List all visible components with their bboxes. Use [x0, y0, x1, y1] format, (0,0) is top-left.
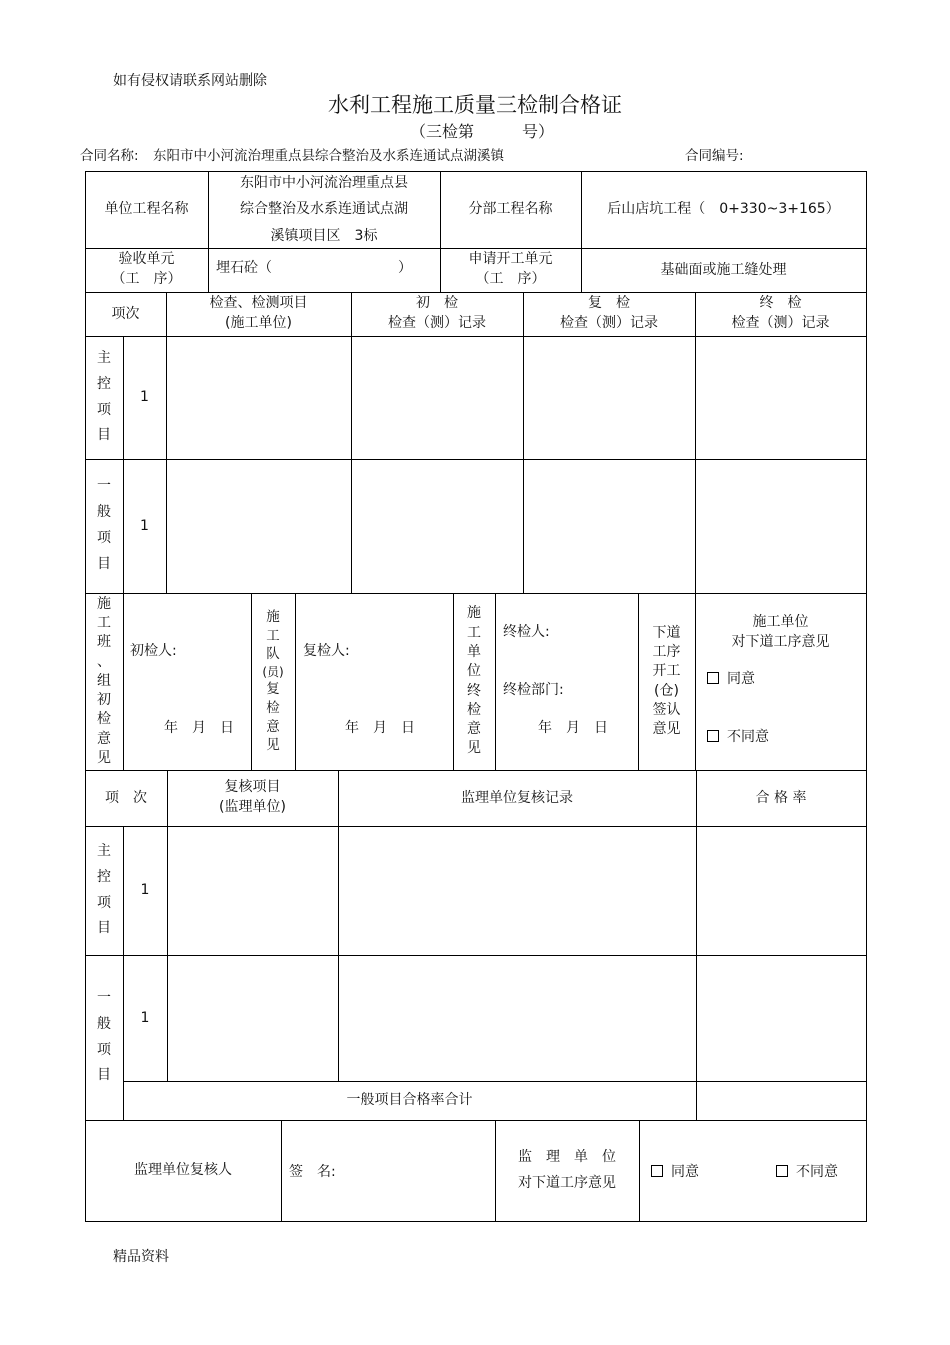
sub-project-label: 分部工程名称 [468, 201, 553, 218]
squad-opinion-char: (员) [262, 664, 284, 679]
team-opinion-char: 施 [97, 595, 111, 612]
contract-number-label: 合同编号: [685, 148, 744, 164]
unit-final-char: 位 [467, 663, 481, 680]
checkbox-icon[interactable] [776, 1165, 788, 1177]
apply-unit-label-line-2: （工 序） [475, 271, 546, 287]
supervision-next-opinion-line-2: 对下道工序意见 [518, 1174, 616, 1191]
acceptance-unit-value: 埋石砼（ ） [216, 260, 412, 276]
squad-opinion-char: 见 [266, 737, 280, 754]
team-opinion-char: 检 [97, 711, 111, 728]
general-items-char: 般 [97, 504, 111, 521]
squad-opinion-char: 施 [266, 609, 280, 626]
unit-final-opinion-label [453, 593, 495, 770]
unit-final-char: 检 [467, 701, 481, 718]
team-opinion-char: 工 [97, 614, 111, 631]
unit-project-value [208, 171, 440, 248]
unit-project-label: 单位工程名称 [104, 201, 189, 218]
contract-name-value: 东阳市中小河流治理重点县综合整治及水系连通试点湖溪镇 [153, 148, 504, 164]
squad-opinion-char: 意 [266, 718, 280, 735]
top-watermark: 如有侵权请联系网站删除 [113, 73, 267, 89]
main-control-char: 项 [97, 401, 111, 418]
main-control-char: 控 [97, 868, 111, 885]
header-check-items [166, 292, 351, 336]
re-inspector-label: 复检人: [303, 643, 350, 659]
pass-rate-header: 合 格 率 [755, 789, 807, 806]
team-opinion-char: 见 [97, 750, 111, 767]
main-control-char: 控 [97, 375, 111, 392]
next-process-line: (仓) [654, 682, 679, 699]
main-control-char: 项 [97, 894, 111, 911]
initial-inspection-date: 年 月 日 [164, 720, 234, 736]
general-pass-rate-total: 一般项目合格率合计 [346, 1092, 473, 1109]
supervision-next-opinion-line-1: 监 理 单 位 [518, 1148, 616, 1165]
unit-project-line-1: 东阳市中小河流治理重点县 [240, 174, 408, 191]
unit-final-char: 施 [467, 605, 481, 622]
header-check-items-line-2: (施工单位) [225, 315, 292, 331]
general-items-char: 项 [97, 530, 111, 546]
supervision-review-items-line-1: 复核项目 [224, 779, 281, 796]
general-items-char: 目 [97, 555, 111, 572]
squad-opinion-char: 复 [266, 681, 280, 698]
contractor-agree-option[interactable] [707, 670, 755, 689]
unit-final-char: 工 [467, 624, 481, 641]
main-control-char: 主 [97, 349, 111, 366]
squad-opinion-char: 检 [266, 700, 280, 717]
main-control-char: 目 [97, 427, 111, 444]
team-initial-opinion-label [85, 593, 123, 770]
squad-opinion-char: 工 [266, 627, 280, 644]
supervision-review-items-line-2: (监理单位) [219, 799, 286, 815]
supervision-next-opinion-label [495, 1120, 639, 1221]
general-items-label [85, 459, 123, 593]
supervision-main-row-number: 1 [140, 882, 150, 899]
header-final-line-1: 终 检 [759, 295, 802, 312]
next-process-line: 工序 [652, 644, 681, 661]
initial-inspector-label: 初检人: [130, 643, 177, 659]
next-process-confirm-label [638, 593, 695, 770]
apply-unit-label [440, 248, 581, 292]
next-process-line: 意见 [652, 720, 681, 737]
final-inspection-date: 年 月 日 [538, 720, 608, 736]
main-control-char: 目 [97, 920, 111, 937]
header-item-no: 项次 [111, 305, 140, 322]
acceptance-unit-label [85, 248, 208, 292]
unit-final-char: 见 [467, 740, 481, 757]
main-control-row-number: 1 [140, 389, 149, 406]
acceptance-unit-label-line-2: （工 序） [111, 271, 182, 287]
unit-project-line-2: 综合整治及水系连通试点湖 [240, 201, 408, 218]
header-re-check [523, 292, 695, 336]
header-initial-line-1: 初 检 [416, 295, 458, 312]
header-final-check [695, 292, 866, 336]
serial-number: （三检第 号） [410, 122, 555, 141]
unit-next-opinion-line-1: 施工单位 [752, 614, 809, 630]
header-final-line-2: 检查（测）记录 [731, 315, 830, 331]
general-items-char: 般 [97, 1015, 111, 1032]
disagree-label: 不同意 [796, 1164, 838, 1180]
unit-final-char: 终 [467, 682, 481, 699]
next-process-line: 开工 [652, 663, 681, 680]
squad-recheck-opinion-label [251, 593, 295, 770]
supervision-general-items-label [85, 955, 123, 1120]
disagree-label: 不同意 [727, 729, 769, 745]
team-opinion-char: 意 [97, 730, 111, 747]
squad-opinion-char: 队 [266, 646, 280, 663]
general-items-char: 目 [97, 1067, 111, 1084]
general-items-row-number: 1 [140, 517, 149, 534]
supervision-reviewer-label: 监理单位复核人 [134, 1162, 232, 1179]
unit-project-line-3: 溪镇项目区 3标 [270, 227, 378, 244]
checkbox-icon[interactable] [707, 730, 719, 742]
bottom-watermark: 精品资料 [113, 1249, 169, 1265]
apply-unit-label-line-1: 申请开工单元 [468, 251, 553, 268]
page-title: 水利工程施工质量三检制合格证 [328, 93, 622, 117]
signature-label: 签 名: [289, 1164, 336, 1180]
supervision-item-no: 项 次 [105, 789, 147, 806]
header-re-line-2: 检查（测）记录 [560, 315, 658, 331]
main-control-label [85, 336, 123, 459]
agree-label: 同意 [727, 671, 755, 687]
header-check-items-line-1: 检查、检测项目 [209, 295, 308, 312]
next-process-line: 签认 [652, 701, 681, 718]
general-items-char: 一 [97, 478, 111, 495]
supervision-agree-option[interactable] [651, 1163, 699, 1182]
unit-next-opinion-label [695, 612, 866, 653]
contractor-disagree-option[interactable] [707, 728, 769, 747]
general-items-char: 一 [97, 989, 111, 1006]
next-process-line: 下道 [652, 625, 681, 642]
checkbox-icon[interactable] [651, 1165, 663, 1177]
unit-final-char: 意 [467, 721, 481, 738]
header-re-line-1: 复 检 [588, 295, 630, 312]
main-control-char: 主 [97, 842, 111, 859]
team-opinion-char: 初 [97, 692, 111, 709]
apply-unit-value: 基础面或施工缝处理 [660, 261, 787, 278]
final-inspector-label: 终检人: [503, 624, 550, 640]
general-items-char: 项 [97, 1041, 111, 1058]
checkbox-icon[interactable] [707, 672, 719, 684]
unit-next-opinion-line-2: 对下道工序意见 [731, 634, 830, 651]
supervision-review-items [167, 770, 338, 826]
supervision-main-control-label [85, 826, 123, 955]
team-opinion-char: 、 [97, 653, 111, 670]
agree-label: 同意 [671, 1164, 699, 1180]
contract-name-label: 合同名称: [80, 148, 139, 164]
team-opinion-char: 班 [97, 634, 111, 651]
final-department-label: 终检部门: [503, 682, 564, 698]
acceptance-unit-label-line-1: 验收单元 [118, 251, 175, 268]
header-initial-line-2: 检查（测）记录 [388, 315, 486, 331]
unit-final-char: 单 [467, 643, 481, 660]
supervision-general-row-number: 1 [140, 1009, 150, 1026]
header-initial-check [351, 292, 523, 336]
sub-project-value: 后山店坑工程（ 0+330~3+165） [607, 201, 840, 218]
supervision-disagree-option[interactable] [776, 1163, 838, 1182]
re-inspection-date: 年 月 日 [345, 720, 415, 736]
supervision-review-record-header: 监理单位复核记录 [461, 789, 573, 806]
team-opinion-char: 组 [97, 672, 111, 689]
